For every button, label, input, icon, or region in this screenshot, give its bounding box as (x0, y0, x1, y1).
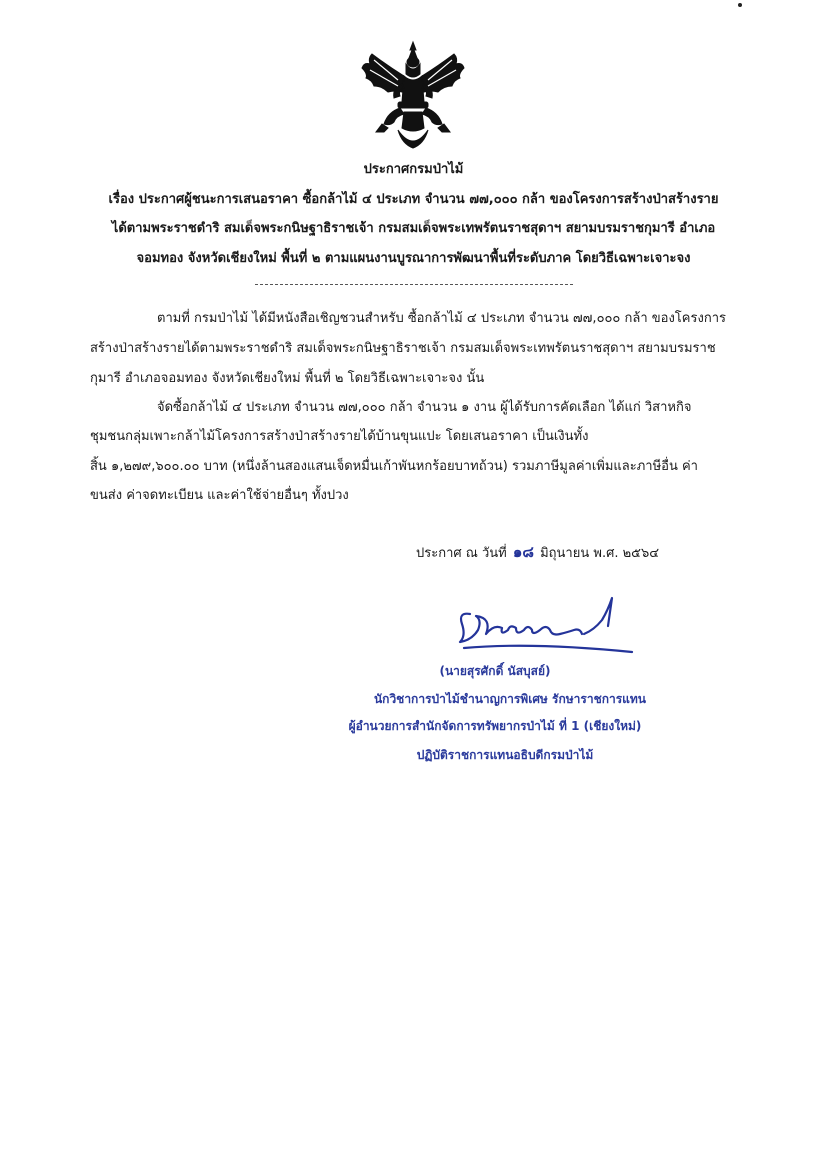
date-prefix: ประกาศ ณ วันที่ (416, 546, 507, 561)
signatory-name: (นายสุรศักดิ์ นัสบุสย์) (439, 664, 551, 678)
para2-line4: ขนส่ง ค่าจดทะเบียน และค่าใช้จ่ายอื่นๆ ทั้งปวง (90, 488, 349, 503)
date-day: ๑๘ (512, 543, 534, 561)
divider (255, 284, 573, 285)
para1-line1: ตามที่ กรมป่าไม้ ได้มีหนังสือเชิญชวนสำหรับ ซื้อกล้าไม้ ๔ ประเภท จำนวน ๗๗,๐๐๐ กล้า ของโครงการ (157, 311, 726, 326)
announcement-date (416, 543, 659, 563)
signatory-position-1: นักวิชาการป่าไม้ชำนาญการพิเศษ รักษาราชการแทน (373, 692, 647, 706)
para1-line2: สร้างป่าสร้างรายได้ตามพระราชดำริ สมเด็จพระกนิษฐาธิราชเจ้า กรมสมเด็จพระเทพรัตนราชสุดาฯ สยามบรมราช (90, 341, 716, 356)
handwritten-signature (452, 590, 642, 660)
para2-line3: สิ้น ๑,๒๗๙,๖๐๐.๐๐ บาท (หนึ่งล้านสองแสนเจ็ดหมื่นเก้าพันหกร้อยบาทถ้วน) รวมภาษีมูลค่าเพิ่มและภาษีอื่น ค่า (90, 459, 698, 474)
document-title: ประกาศกรมป่าไม้ (363, 162, 464, 177)
subject-line-1: เรื่อง ประกาศผู้ชนะการเสนอราคา ซื้อกล้าไม้ ๔ ประเภท จำนวน ๗๗,๐๐๐ กล้า ของโครงการสร้างป่าสร้างราย (108, 192, 719, 207)
para1-line3: กุมารี อำเภอจอมทอง จังหวัดเชียงใหม่ พื้นที่ ๒ โดยวิธีเฉพาะเจาะจง นั้น (90, 371, 485, 386)
date-suffix: มิถุนายน พ.ศ. ๒๕๖๔ (540, 546, 660, 561)
para2-line1: จัดซื้อกล้าไม้ ๔ ประเภท จำนวน ๗๗,๐๐๐ กล้า จำนวน ๑ งาน ผู้ได้รับการคัดเลือก ได้แก่ วิสาหกิจ (157, 400, 692, 415)
subject-line-3: จอมทอง จังหวัดเชียงใหม่ พื้นที่ ๒ ตามแผนงานบูรณาการพัฒนาพื้นที่ระดับภาค โดยวิธีเฉพาะเจาะจง (136, 251, 691, 266)
signatory-position-3: ปฏิบัติราชการแทนอธิบดีกรมป่าไม้ (416, 748, 594, 762)
garuda-emblem-icon (358, 40, 468, 155)
subject-line-2: ได้ตามพระราชดำริ สมเด็จพระกนิษฐาธิราชเจ้า กรมสมเด็จพระเทพรัตนราชสุดาฯ สยามบรมราชกุมารี อำเภอ (111, 221, 716, 236)
scan-dot (738, 3, 742, 7)
para2-line2: ชุมชนกลุ่มเพาะกล้าไม้โครงการสร้างป่าสร้างรายได้บ้านขุนแปะ โดยเสนอราคา เป็นเงินทั้ง (90, 429, 589, 444)
signatory-position-2: ผู้อำนวยการสำนักจัดการทรัพยากรป่าไม้ ที่ 1 (เชียงใหม่) (348, 719, 642, 733)
